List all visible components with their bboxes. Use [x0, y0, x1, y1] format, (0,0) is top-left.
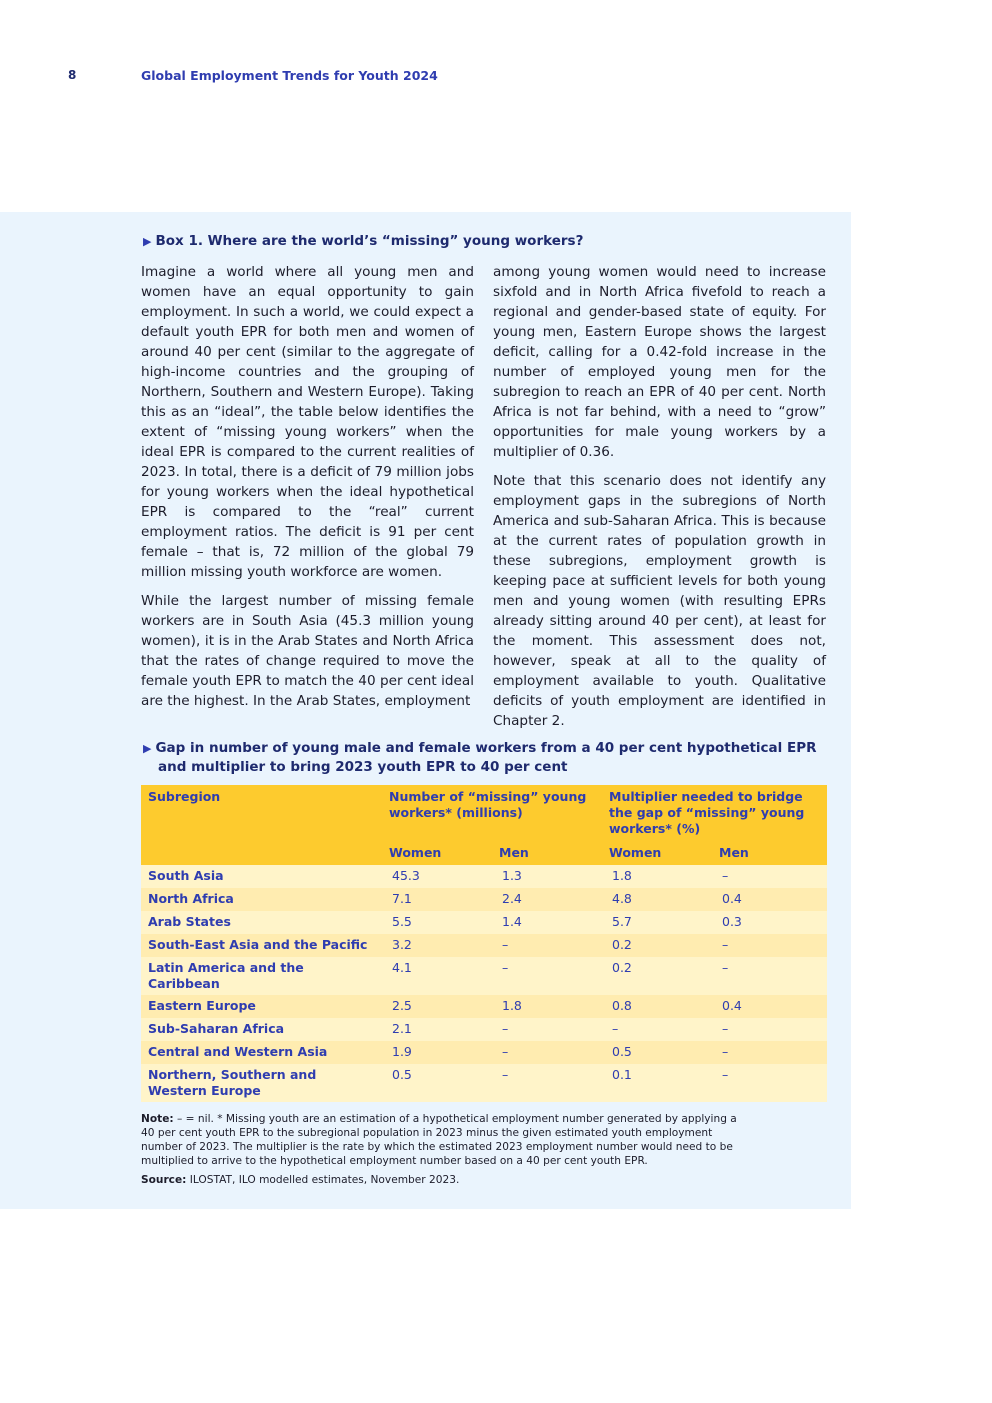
cell-value: – — [712, 1018, 827, 1041]
cell-value: – — [712, 957, 827, 995]
cell-value: – — [712, 1041, 827, 1064]
cell-value: 0.1 — [602, 1064, 712, 1102]
cell-value: 5.5 — [382, 911, 492, 934]
cell-subregion: North Africa — [141, 888, 382, 911]
column-left — [141, 262, 474, 720]
triangle-bullet-icon: ▶ — [143, 235, 152, 248]
cell-value: – — [492, 1041, 602, 1064]
paragraph: Note that this scenario does not identify any employment gaps in the subregions of North America and sub-Saharan Africa. This is because at the current rates of population growth in these subregions, employment growth is keeping pace at sufficient levels for both young men and young women (with resulting EPRs already sitting around 40 per cent), at least for the moment. This assessment does not, however, speak at all to the quality of employment available to youth. Qualitative deficits of youth employment are identified in Chapter 2. — [493, 473, 826, 729]
table-row — [141, 957, 827, 995]
cell-value: 0.2 — [602, 934, 712, 957]
header-women: Women — [382, 837, 492, 865]
cell-value: – — [492, 934, 602, 957]
cell-subregion: Latin America and the Caribbean — [141, 957, 382, 995]
cell-value: 0.8 — [602, 995, 712, 1018]
cell-value: 0.3 — [712, 911, 827, 934]
cell-value: – — [492, 1018, 602, 1041]
cell-value: 1.8 — [602, 865, 712, 888]
column-right — [493, 262, 826, 740]
note-text: – = nil. * Missing youth are an estimation of a hypothetical employment number generated by applying a 40 per cent youth EPR to the subregional population in 2023 minus the given estimated youth employment number of 2023. The multiplier is the rate by which the estimated 2023 employment number would need to be multiplied to arrive to the hypothetical employment number based on a 40 per cent youth EPR. — [141, 1113, 737, 1167]
cell-value: 3.2 — [382, 934, 492, 957]
cell-subregion: Eastern Europe — [141, 995, 382, 1018]
cell-value: 4.8 — [602, 888, 712, 911]
cell-value: 2.4 — [492, 888, 602, 911]
table-row — [141, 911, 827, 934]
table-row — [141, 1064, 827, 1102]
cell-value: 1.8 — [492, 995, 602, 1018]
paragraph: among young women would need to increase sixfold and in North Africa fivefold to reach a regional and gender-based state of equity. For young men, Eastern Europe shows the largest deficit, calling for a 0.42-fold increase in the number of employed young men for the subregion to reach an EPR of 40 per cent. North Africa is not far behind, with a need to “grow” opportunities for male young workers by a multiplier of 0.36. — [493, 264, 826, 460]
box-title-text: Box 1. Where are the world’s “missing” young workers? — [155, 233, 584, 249]
cell-subregion: South-East Asia and the Pacific — [141, 934, 382, 957]
cell-value: – — [712, 934, 827, 957]
paragraph: Imagine a world where all young men and women have an equal opportunity to gain employment. In such a world, we could expect a default youth EPR for both men and women of around 40 per cent (similar to the aggregate of high-income countries and the grouping of Northern, Southern and Western Europe). Taking this as an “ideal”, the table below identifies the extent of “missing young workers” when the ideal EPR is compared to the current realities of 2023. In total, there is a deficit of 79 million jobs for young workers when the ideal hypothetical EPR is compared to the “real” current employment ratios. The deficit is 91 per cent female – that is, 72 million of the global 79 million missing youth workforce are women. — [141, 264, 474, 580]
cell-value: – — [492, 1064, 602, 1102]
page-number: 8 — [68, 68, 77, 82]
table-row — [141, 995, 827, 1018]
running-head: Global Employment Trends for Youth 2024 — [141, 68, 438, 83]
cell-value: 1.9 — [382, 1041, 492, 1064]
cell-value: 45.3 — [382, 865, 492, 888]
table-note — [141, 1112, 751, 1187]
data-table — [141, 785, 827, 1102]
cell-subregion: Sub-Saharan Africa — [141, 1018, 382, 1041]
cell-subregion: Northern, Southern and Western Europe — [141, 1064, 382, 1102]
cell-value: 2.5 — [382, 995, 492, 1018]
header-subregion: Subregion — [141, 785, 382, 837]
source-label: Source: — [141, 1174, 187, 1186]
header-women: Women — [602, 837, 712, 865]
cell-value: – — [492, 957, 602, 995]
cell-value: 1.3 — [492, 865, 602, 888]
cell-value: 5.7 — [602, 911, 712, 934]
cell-value: 4.1 — [382, 957, 492, 995]
cell-subregion: South Asia — [141, 865, 382, 888]
cell-value: 0.4 — [712, 888, 827, 911]
table-title-line2: and multiplier to bring 2023 youth EPR to 40 per cent — [158, 759, 568, 775]
paragraph: While the largest number of missing female workers are in South Asia (45.3 million young women), it is in the Arab States and North Africa that the rates of change required to move the female youth EPR to match the 40 per cent ideal are the highest. In the Arab States, employment — [141, 593, 474, 709]
source-text: ILOSTAT, ILO modelled estimates, November 2023. — [186, 1174, 460, 1186]
cell-value: 0.2 — [602, 957, 712, 995]
note-label: Note: — [141, 1113, 174, 1125]
table-row — [141, 934, 827, 957]
cell-value: 0.5 — [382, 1064, 492, 1102]
table-row — [141, 1018, 827, 1041]
cell-value: 0.5 — [602, 1041, 712, 1064]
box-title — [143, 233, 583, 249]
header-men: Men — [712, 837, 827, 865]
cell-value: – — [712, 865, 827, 888]
cell-value: 1.4 — [492, 911, 602, 934]
table-row — [141, 888, 827, 911]
cell-value: 2.1 — [382, 1018, 492, 1041]
header-men: Men — [492, 837, 602, 865]
table-row — [141, 1041, 827, 1064]
cell-subregion: Central and Western Asia — [141, 1041, 382, 1064]
cell-value: – — [712, 1064, 827, 1102]
cell-value: 7.1 — [382, 888, 492, 911]
table-title-line1: Gap in number of young male and female workers from a 40 per cent hypothetical EPR — [155, 740, 817, 756]
table-title — [143, 739, 823, 776]
triangle-bullet-icon: ▶ — [143, 742, 152, 755]
cell-subregion: Arab States — [141, 911, 382, 934]
header-missing-workers: Number of “missing” young workers* (millions) — [382, 785, 602, 837]
header-multiplier: Multiplier needed to bridge the gap of “missing” young workers* (%) — [602, 785, 827, 837]
table-row — [141, 865, 827, 888]
cell-value: – — [602, 1018, 712, 1041]
cell-value: 0.4 — [712, 995, 827, 1018]
